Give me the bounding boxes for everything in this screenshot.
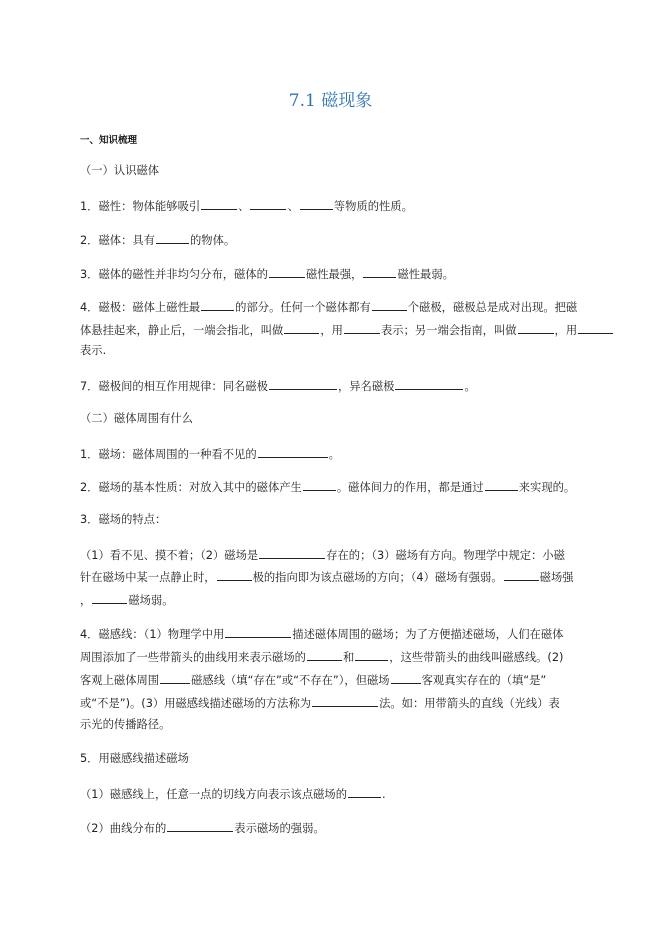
question-2: 2．磁体：具有 的物体。 bbox=[80, 231, 585, 249]
field-question-4-line-1: 4．磁感线：（1）物理学中用 描述磁体周围的磁场；为了方便描述磁场，人们在磁体 bbox=[80, 625, 585, 643]
field-question-5: 5．用磁感线描述磁场 bbox=[80, 752, 189, 765]
answer-blank[interactable] bbox=[156, 231, 189, 244]
answer-blank[interactable] bbox=[225, 625, 291, 638]
field-question-5-part-1: （1）磁感线上，任意一点的切线方向表示该点磁场的 . bbox=[80, 785, 585, 803]
field-question-2: 2．磁场的基本性质：对放入其中的磁体产生 。磁体间力的作用，都是通过 来实现的。 bbox=[80, 478, 585, 496]
answer-blank[interactable] bbox=[518, 321, 554, 334]
answer-blank[interactable] bbox=[348, 785, 381, 798]
answer-blank[interactable] bbox=[504, 568, 539, 581]
field-question-4-line-4: 或“不是”)。(3）用磁感线描述磁场的方法称为 法。如：用带箭头的直线（光线）表 bbox=[80, 694, 585, 712]
field-question-1: 1．磁场：磁体周围的一种看不见的 。 bbox=[80, 445, 585, 463]
question-7: 7．磁极间的相互作用规律：同名磁极 ，异名磁极 。 bbox=[80, 377, 585, 395]
answer-blank[interactable] bbox=[201, 197, 237, 210]
answer-blank[interactable] bbox=[259, 546, 325, 559]
answer-blank[interactable] bbox=[485, 478, 518, 491]
answer-blank[interactable] bbox=[355, 648, 388, 661]
field-question-4-line-5: 示光的传播路径。 bbox=[80, 718, 171, 731]
field-question-3: 3．磁场的特点： bbox=[80, 513, 167, 526]
answer-blank[interactable] bbox=[258, 445, 328, 458]
answer-blank[interactable] bbox=[300, 197, 333, 210]
question-1: 1．磁性：物体能够吸引 、 、 等物质的性质。 bbox=[80, 197, 585, 215]
subheading-field: （二）磁体周围有什么 bbox=[80, 412, 193, 425]
answer-blank[interactable] bbox=[160, 671, 190, 684]
field-question-3-line-2: 针在磁场中某一点静止时， 极的指向即为该点磁场的方向；（4）磁场有强弱。 磁场强 bbox=[80, 568, 585, 586]
field-question-4-line-2: 周围添加了一些带箭头的曲线用来表示磁场的 和 ，这些带箭头的曲线叫磁感线。(2) bbox=[80, 648, 585, 666]
answer-blank[interactable] bbox=[344, 321, 380, 334]
answer-blank[interactable] bbox=[372, 298, 407, 311]
question-4-line-1: 4．磁极：磁体上磁性最 的部分。任何一个磁体都有 个磁极，磁极总是成对出现。把磁 bbox=[80, 298, 585, 316]
answer-blank[interactable] bbox=[269, 265, 305, 278]
field-question-3-line-3: ， 磁场弱。 bbox=[80, 591, 585, 609]
question-4-line-2: 体悬挂起来，静止后，一端会指北，叫做 ，用 表示；另一端会指南，叫做 ，用 bbox=[80, 321, 585, 339]
answer-blank[interactable] bbox=[391, 671, 421, 684]
question-3: 3．磁体的磁性并非均匀分布，磁体的 磁性最强， 磁性最弱。 bbox=[80, 265, 585, 283]
answer-blank[interactable] bbox=[363, 265, 396, 278]
answer-blank[interactable] bbox=[284, 321, 319, 334]
section-heading: 一、知识梳理 bbox=[80, 135, 138, 146]
answer-blank[interactable] bbox=[307, 648, 342, 661]
answer-blank[interactable] bbox=[217, 568, 252, 581]
answer-blank[interactable] bbox=[269, 377, 337, 390]
answer-blank[interactable] bbox=[395, 377, 463, 390]
subheading-magnets: （一）认识磁体 bbox=[80, 164, 160, 177]
answer-blank[interactable] bbox=[92, 591, 127, 604]
answer-blank[interactable] bbox=[250, 197, 286, 210]
field-question-5-part-2: （2）曲线分布的 表示磁场的强弱。 bbox=[80, 819, 585, 837]
answer-blank[interactable] bbox=[312, 694, 378, 707]
question-4-line-3: 表示. bbox=[80, 344, 107, 357]
field-question-4-line-3: 客观上磁体周围 磁感线（填“存在”或“不存在”），但磁场 客观真实存在的（填“是” bbox=[80, 671, 585, 689]
answer-blank[interactable] bbox=[578, 321, 613, 334]
answer-blank[interactable] bbox=[201, 298, 234, 311]
page-title: 7.1 磁现象 bbox=[288, 91, 373, 111]
answer-blank[interactable] bbox=[167, 819, 233, 832]
answer-blank[interactable] bbox=[303, 478, 336, 491]
field-question-3-line-1: （1）看不见、摸不着；（2）磁场是 存在的；（3）磁场有方向。物理学中规定：小磁 bbox=[80, 546, 585, 564]
